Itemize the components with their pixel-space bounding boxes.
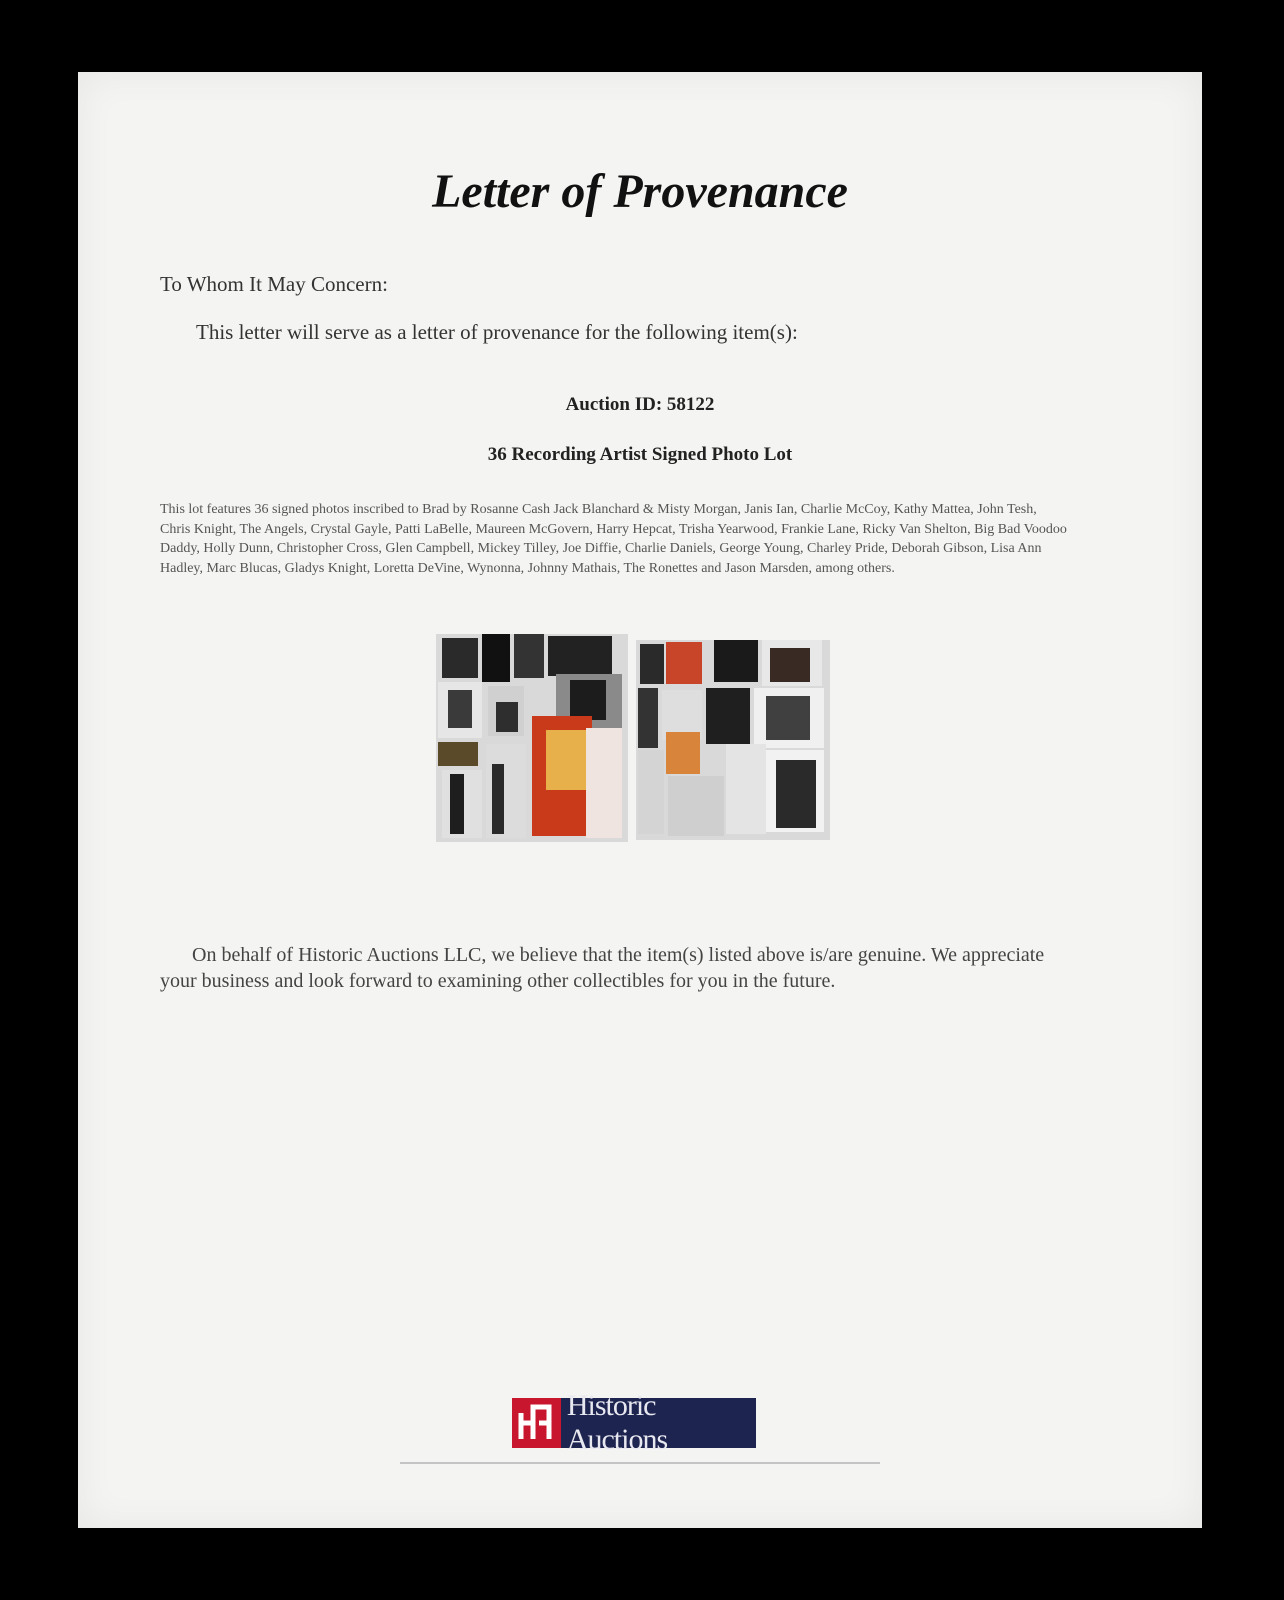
photo-collage-right: [636, 640, 830, 840]
logo-text: Historic Auctions: [566, 1389, 668, 1456]
salutation: To Whom It May Concern:: [160, 272, 388, 296]
illegible-address-line: [400, 1460, 880, 1466]
lot-description: This lot features 36 signed photos inscribed to Brad by Rosanne Cash Jack Blanchard & Misty Morgan, Janis Ian, Charlie McCoy, Kathy Mattea, John Tesh, Chris Knight, The Angels, Crystal Gayle, Patti LaBelle, Maureen McGovern, Harry Hepcat, Trisha Yearwood, Frankie Lane, Ricky Van Shelton, Big Bad Voodoo Daddy, Holly Dunn, Christopher Cross, Glen Campbell, Mickey Tilley, Joe Diffie, Charlie Daniels, George Young, Charley Pride, Deborah Gibson, Lisa Ann Hadley, Marc Blucas, Gladys Knight, Loretta DeVine, Wynonna, Johnny Mathais, The Ronettes and Jason Marsden, among others.: [160, 502, 1067, 576]
page-title: Letter of Provenance: [432, 165, 848, 218]
footer-address: [338, 1460, 942, 1468]
closing-text: On behalf of Historic Auctions LLC, we believe that the item(s) listed above is/are genuine. We appreciate your business and look forward to examining other collectibles for you in the future.: [160, 944, 1045, 992]
lot-photos: [436, 632, 830, 842]
auction-id: Auction ID: 58122: [565, 394, 715, 415]
ha-monogram-icon: [512, 1398, 561, 1448]
photo-collage-left: [436, 634, 628, 842]
historic-auctions-logo: [512, 1389, 756, 1456]
lot-title: 36 Recording Artist Signed Photo Lot: [487, 444, 793, 465]
letter-page: [78, 72, 1202, 1528]
closing-paragraph: [160, 942, 1080, 994]
intro-paragraph: This letter will serve as a letter of provenance for the following item(s):: [196, 320, 798, 344]
